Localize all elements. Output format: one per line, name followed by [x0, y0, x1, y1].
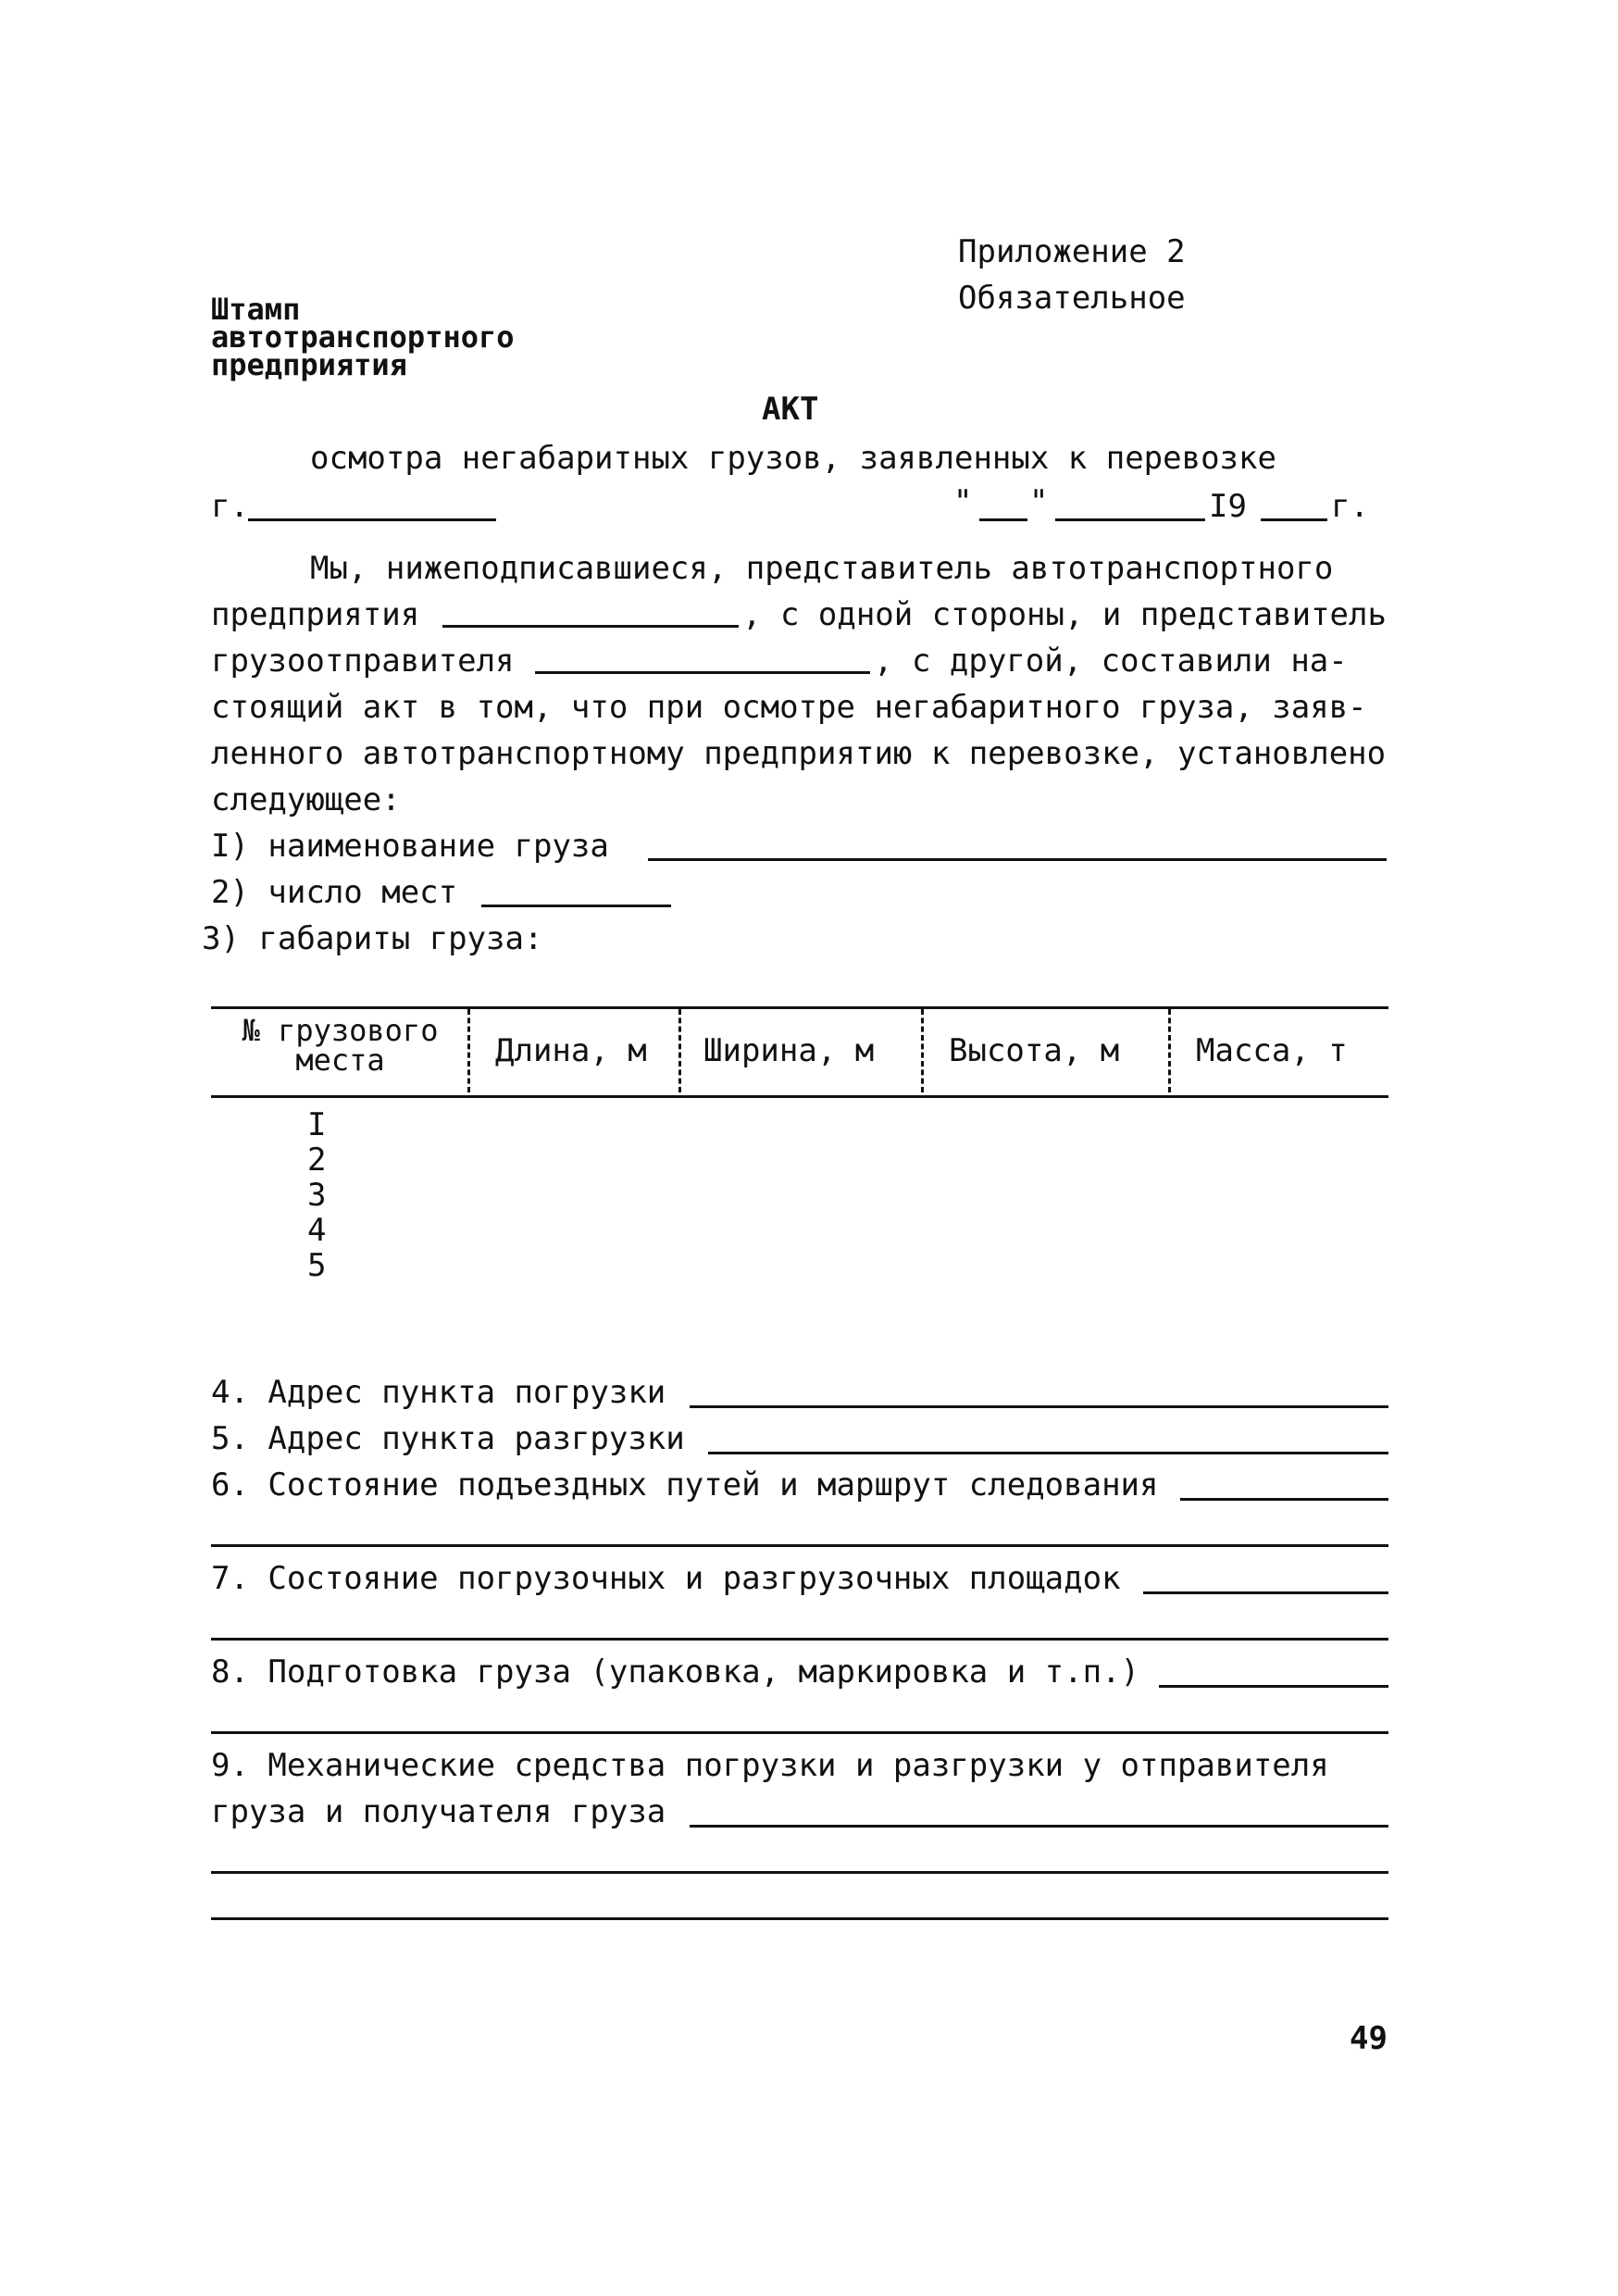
field-cargo-preparation: 8. Подготовка груза (упаковка, маркировка и т.п.)	[211, 1653, 1140, 1691]
cargo-preparation-blank	[1159, 1685, 1388, 1688]
year-prefix: I9	[1209, 488, 1247, 525]
document-subtitle: осмотра негабаритных грузов, заявленных к перевозке	[310, 440, 1276, 477]
month-blank	[1055, 518, 1205, 521]
loading-address-blank	[690, 1405, 1388, 1408]
access-roads-blank	[1180, 1498, 1388, 1501]
table-header-height: Высота, м	[949, 1032, 1120, 1069]
table-header-mass: Масса, т	[1196, 1032, 1348, 1069]
body-line: , с одной стороны, и представитель	[742, 596, 1387, 633]
table-row-number: 5	[307, 1247, 327, 1284]
date-quote-open: "	[953, 483, 973, 520]
field-unloading-address: 5. Адрес пункта разгрузки	[211, 1420, 685, 1457]
table-row-number: 3	[307, 1177, 327, 1214]
table-header-width: Ширина, м	[703, 1032, 875, 1069]
table-row-number: I	[307, 1106, 327, 1143]
body-line: грузоотправителя	[211, 643, 515, 680]
access-roads-blank-2	[211, 1544, 1388, 1547]
stamp-label: предприятия	[211, 347, 407, 382]
loading-areas-blank-2	[211, 1638, 1388, 1641]
body-line: , с другой, составили на-	[874, 643, 1348, 680]
year-blank	[1261, 518, 1327, 521]
item-pieces-count: 2) число мест	[211, 874, 458, 911]
loading-areas-blank	[1143, 1591, 1388, 1594]
body-line: следующее:	[211, 781, 401, 818]
unloading-address-blank	[708, 1452, 1388, 1454]
body-line: предприятия	[211, 596, 420, 633]
mechanical-means-blank-2	[211, 1871, 1388, 1874]
stamp-label: Штамп	[211, 292, 301, 327]
table-row-number: 4	[307, 1212, 327, 1249]
document-title: АКТ	[762, 391, 819, 428]
table-top-rule	[211, 1006, 1388, 1009]
body-line: Мы, нижеподписавшиеся, представитель автотранспортного	[310, 550, 1334, 587]
table-row-number: 2	[307, 1142, 327, 1179]
cargo-name-blank	[648, 858, 1387, 861]
date-quote-close: "	[1029, 483, 1049, 520]
page-number: 49	[1350, 2020, 1388, 2057]
day-blank	[979, 518, 1027, 521]
enterprise-blank	[442, 625, 739, 628]
mechanical-means-blank-3	[211, 1917, 1388, 1920]
city-blank	[248, 518, 496, 521]
body-line: стоящий акт в том, что при осмотре негабаритного груза, заяв-	[211, 689, 1367, 726]
mandatory-label: Обязательное	[958, 280, 1186, 317]
table-column-divider	[1168, 1009, 1171, 1092]
mechanical-means-blank	[690, 1825, 1388, 1828]
field-loading-address: 4. Адрес пункта погрузки	[211, 1374, 666, 1411]
table-column-divider	[678, 1009, 681, 1092]
stamp-label: автотранспортного	[211, 319, 515, 355]
city-prefix: г.	[211, 488, 249, 525]
field-mechanical-means: 9. Механические средства погрузки и разгрузки у отправителя	[211, 1747, 1329, 1784]
year-suffix: г.	[1331, 488, 1369, 525]
table-header-rule	[211, 1095, 1388, 1098]
body-line: ленного автотранспортному предприятию к перевозке, установлено	[211, 735, 1387, 772]
table-header-length: Длина, м	[495, 1032, 647, 1069]
table-header-cargo-place: № грузового места	[242, 1013, 439, 1078]
appendix-label: Приложение 2	[958, 233, 1186, 270]
field-access-roads: 6. Состояние подъездных путей и маршрут следования	[211, 1466, 1159, 1504]
item-dimensions: 3) габариты груза:	[202, 920, 543, 957]
field-loading-areas: 7. Состояние погрузочных и разгрузочных площадок	[211, 1560, 1121, 1597]
shipper-blank	[535, 671, 870, 674]
item-cargo-name: I) наименование груза	[211, 828, 609, 865]
pieces-count-blank	[481, 905, 671, 907]
field-mechanical-means-cont: груза и получателя груза	[211, 1793, 666, 1830]
table-column-divider	[921, 1009, 924, 1092]
table-column-divider	[467, 1009, 470, 1092]
cargo-preparation-blank-2	[211, 1731, 1388, 1734]
